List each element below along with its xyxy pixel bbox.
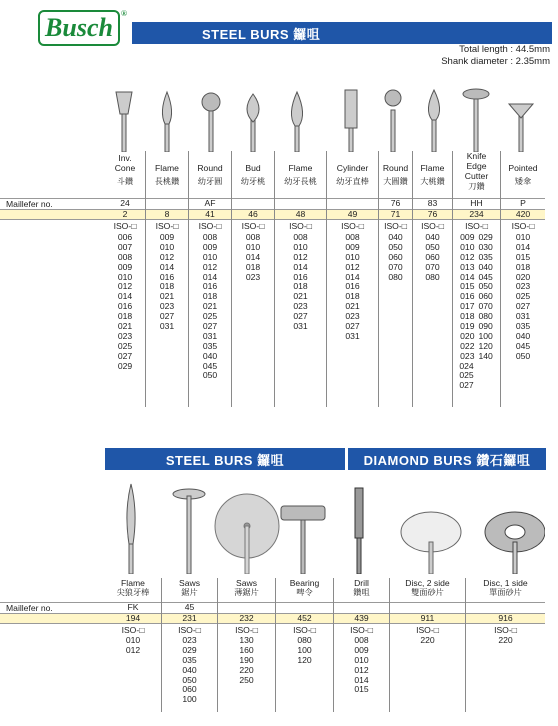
cell-text: 012 [125, 644, 141, 655]
cell-text: 008 [117, 251, 133, 262]
cell-text: Flame [121, 578, 145, 588]
cell-text: 009 [460, 232, 475, 242]
cell-text: ISO-□ [293, 625, 316, 635]
size-list [146, 232, 188, 331]
cell-text: 010 [125, 635, 141, 645]
col-inv-cone [105, 151, 145, 407]
cell-text: 029 [478, 232, 493, 242]
cell-text: Cylinder [336, 163, 369, 173]
cell-text: 023 [345, 311, 360, 322]
cell-text: 014 [202, 271, 218, 282]
cell-text: ISO-□ [121, 625, 145, 635]
cell-text: Disc, 1 side [483, 578, 528, 588]
cell-text: Flame [420, 163, 445, 173]
cell-text: 尖狼牙棒 [116, 588, 150, 598]
steel-burs-banner-2 [105, 448, 345, 470]
cell-text: 140 [478, 350, 493, 361]
size-list [379, 232, 412, 281]
cell-text: 83 [427, 198, 438, 208]
cell-text: 021 [159, 291, 175, 302]
col-round [188, 151, 231, 407]
cell-text: 130 [239, 635, 254, 645]
cell-text: 008 [345, 232, 360, 242]
cell-text: 018 [117, 311, 133, 322]
size-list [189, 232, 231, 380]
cell-text: 幼牙桃 [240, 177, 266, 187]
pointed-bur-icon [509, 104, 533, 152]
cell-text: 016 [345, 281, 360, 292]
cell-text: 060 [388, 251, 403, 262]
cell-text: 070 [478, 301, 493, 312]
cell-text: 大圓鑽 [383, 177, 408, 187]
cell-text: 長桃鑽 [154, 177, 180, 187]
cell-text: Flame [155, 163, 179, 173]
cell-text: 012 [159, 251, 175, 262]
cell-text: P [520, 198, 526, 208]
cell-text: 040 [202, 350, 218, 361]
cell-text: 220 [498, 635, 513, 645]
cell-text: 100 [182, 694, 197, 705]
cell-text: 大桃鑽 [420, 177, 445, 187]
section-title: STEEL BURS 鑼咀 [202, 26, 321, 42]
col-cylinder [326, 151, 378, 407]
cell-text: 030 [478, 241, 493, 252]
cell-text: 014 [460, 271, 475, 282]
cell-text: 020 [515, 271, 531, 282]
cell-text: 027 [159, 311, 175, 322]
cell-text: 41 [205, 209, 215, 219]
bur-images-row1 [105, 82, 545, 152]
cell-text: 090 [478, 321, 493, 332]
cell-text: 025 [459, 370, 474, 381]
total-length: Total length : 44.5mm [459, 44, 550, 55]
size-list [232, 232, 274, 281]
cell-text: 100 [478, 330, 493, 341]
cell-text: 420 [515, 209, 531, 219]
cell-text: 027 [293, 311, 308, 322]
cell-text: 009 [202, 241, 218, 252]
cell-text: 040 [478, 261, 493, 272]
cell-text: ISO-□ [350, 625, 373, 635]
cell-text: 023 [159, 301, 175, 312]
col-flame-large [412, 151, 452, 407]
cell-text: 010 [202, 251, 218, 262]
maillefer-label-2: Maillefer no. [6, 603, 53, 613]
cell-text: 025 [202, 311, 218, 322]
cell-text: 031 [345, 330, 360, 341]
cell-text: 100 [297, 644, 312, 655]
cell-text: Round [197, 163, 223, 173]
cell-text: 021 [345, 301, 360, 312]
cell-text: 2 [122, 209, 128, 219]
cell-text: 幼牙長桃 [284, 177, 317, 187]
cell-text: 45 [184, 602, 195, 612]
size-list [105, 232, 145, 370]
cell-text: 015 [515, 251, 531, 262]
cell-text: 007 [117, 241, 133, 252]
cell-text: 045 [515, 340, 531, 351]
col2-saws [161, 578, 217, 712]
cell-text: 014 [159, 261, 175, 272]
cell-text: 008 [293, 232, 308, 242]
cell-text: 010 [159, 241, 175, 252]
col-flame-fine [274, 151, 326, 407]
cell-text: 雙面砂片 [411, 588, 444, 598]
cell-text: 012 [354, 664, 369, 675]
cell-text: 120 [297, 654, 312, 665]
col-flame [145, 151, 188, 407]
cell-text: 014 [117, 291, 133, 302]
cell-text: 070 [388, 261, 403, 272]
cell-text: ISO-□ [198, 221, 222, 231]
cell-text: 008 [245, 232, 261, 242]
cell-text: Disc, 2 side [405, 578, 450, 588]
cell-text: 012 [202, 261, 218, 272]
cell-text: Knife [466, 151, 487, 161]
cell-text: 012 [117, 281, 133, 292]
cell-text: Edge [466, 161, 487, 172]
registered-mark: ® [121, 9, 127, 18]
cell-text: 021 [117, 321, 133, 332]
cell-text: DIAMOND BURS 鑽石鑼咀 [363, 452, 531, 468]
cell-text: Flame [288, 163, 313, 173]
col2-drill [333, 578, 389, 712]
cell-text: 060 [425, 251, 440, 262]
saw-icon [173, 489, 205, 574]
cell-text: 010 [345, 251, 360, 262]
table2 [105, 578, 545, 712]
cell-text: AF [204, 198, 216, 208]
cell-text: 幼牙圓 [197, 177, 223, 187]
cell-text: Saws [178, 578, 200, 588]
cell-text: 017 [460, 301, 475, 312]
cell-text: ISO-□ [421, 221, 444, 231]
cell-text: Cone [114, 163, 136, 174]
cell-text: 49 [347, 209, 358, 219]
cell-text: 080 [297, 635, 312, 645]
flame-large-bur-icon [428, 90, 439, 152]
cell-text: 矮傘 [514, 177, 532, 187]
cell-text: 031 [159, 321, 175, 332]
cell-text: 單面砂片 [489, 588, 522, 598]
cell-text: 024 [459, 360, 474, 371]
cell-text: 050 [478, 281, 493, 292]
cell-text: 76 [390, 198, 401, 208]
cell-text: 015 [354, 684, 369, 695]
cell-text: ISO-□ [235, 625, 258, 635]
cell-text: 025 [515, 291, 531, 302]
cell-text: 鋸片 [181, 588, 198, 598]
cell-text: ISO-□ [341, 221, 364, 231]
cell-text: 斗鑽 [116, 177, 134, 187]
cell-text: 031 [515, 311, 531, 322]
cell-text: ISO-□ [155, 221, 179, 231]
cell-text: 040 [182, 664, 197, 675]
col2-disc-two-side [389, 578, 465, 712]
cell-text: 016 [202, 281, 218, 292]
size-list [327, 232, 378, 341]
cell-text: 031 [293, 321, 308, 332]
cell-text: 016 [293, 271, 308, 282]
cell-text: 啤令 [296, 588, 313, 598]
cell-text: Bud [245, 163, 261, 173]
size-list [275, 232, 326, 331]
cell-text: 023 [182, 635, 197, 645]
cell-text: 010 [117, 271, 133, 282]
cell-text: 050 [425, 241, 440, 252]
cell-text: 幼牙直棒 [336, 177, 369, 187]
cell-text: 231 [182, 613, 197, 623]
cell-text: 045 [478, 271, 493, 282]
cell-text: 040 [425, 232, 440, 242]
size-list [501, 232, 545, 361]
logo-text: Busch [45, 13, 113, 42]
cell-text: FK [127, 602, 139, 612]
cell-text: 060 [182, 684, 197, 695]
cell-text: 040 [388, 232, 403, 242]
size-list [466, 635, 545, 645]
cell-text: 018 [245, 261, 261, 272]
cell-text: 24 [120, 198, 130, 208]
cell-text: 027 [117, 350, 133, 361]
flame-fine-bur-icon [291, 92, 302, 152]
cell-text: 027 [515, 301, 531, 312]
cell-text: 015 [460, 281, 475, 292]
cell-text: 031 [202, 330, 218, 341]
cell-text: 016 [117, 301, 133, 312]
cell-text: 023 [117, 330, 133, 341]
size-list [334, 635, 389, 694]
cell-text: 194 [125, 613, 141, 623]
shank-diameter: Shank diameter : 2.35mm [441, 56, 550, 67]
size-list [218, 635, 275, 684]
cell-text: 023 [515, 281, 531, 292]
cell-text: 014 [293, 261, 308, 272]
bud-bur-icon [247, 94, 259, 152]
cell-text: Saws [235, 578, 257, 588]
cell-text: 48 [295, 209, 306, 219]
diamond-burs-banner [348, 448, 546, 470]
cell-text: 009 [345, 241, 360, 252]
cell-text: 220 [420, 635, 435, 645]
size-list [276, 635, 333, 665]
cell-text: 014 [245, 251, 261, 262]
col-pointed [500, 151, 545, 407]
flame-bur-icon [162, 92, 171, 152]
round-large-bur-icon [385, 90, 401, 152]
cell-text: 040 [515, 330, 531, 341]
cell-text: 012 [460, 251, 475, 262]
cell-text: 027 [459, 380, 474, 391]
cell-text: ISO-□ [494, 625, 517, 635]
cell-text: Inv. [118, 153, 132, 163]
cell-text: 018 [515, 261, 531, 272]
drill-icon [355, 488, 363, 574]
cell-text: 220 [239, 664, 254, 675]
busch-logo [38, 9, 127, 46]
col-knife-edge-cutter [452, 151, 500, 407]
cell-text: 76 [427, 209, 438, 219]
bearing-icon [281, 506, 325, 574]
cell-text: 021 [293, 291, 308, 302]
cell-text: 023 [245, 271, 261, 282]
cell-text: STEEL BURS 鑼咀 [165, 452, 285, 468]
cell-text: 010 [515, 232, 531, 242]
cell-text: 009 [117, 261, 133, 272]
cell-text: 018 [345, 291, 360, 302]
cell-text: 008 [354, 635, 369, 645]
thin-saw-icon [215, 494, 279, 574]
cell-text: ISO-□ [178, 625, 201, 635]
cell-text: 020 [460, 330, 475, 341]
specs [441, 44, 550, 68]
cell-text: 018 [202, 291, 218, 302]
disc-one-side-icon [485, 512, 545, 574]
cell-text: 120 [478, 340, 493, 351]
cell-text: 035 [202, 340, 218, 351]
cell-text: ISO-□ [289, 221, 312, 231]
inv-cone-bur-icon [116, 92, 132, 152]
cell-text: 71 [390, 209, 401, 219]
cell-text: 190 [239, 654, 254, 665]
col2-disc-one-side [465, 578, 545, 712]
size-list [390, 635, 465, 645]
flame-bur-long-icon [127, 484, 135, 574]
size-list [105, 635, 161, 655]
cell-text: 013 [460, 261, 475, 272]
cell-text: 027 [202, 321, 218, 332]
cell-text: 010 [245, 241, 261, 252]
cell-text: 010 [354, 654, 369, 665]
cell-text: 010 [293, 241, 308, 252]
cell-text: ISO-□ [511, 221, 535, 231]
cell-text: 8 [164, 209, 170, 219]
cell-text: 025 [117, 340, 133, 351]
cell-text: 029 [182, 644, 197, 655]
cell-text: 050 [515, 350, 531, 361]
cell-text: ISO-□ [384, 221, 407, 231]
cell-text: 234 [469, 209, 484, 219]
cell-text: Round [382, 163, 409, 173]
cell-text: ISO-□ [113, 221, 137, 231]
col2-bearing [275, 578, 333, 712]
cell-text: 016 [159, 271, 175, 282]
cell-text: ISO-□ [241, 221, 265, 231]
cell-text: 009 [159, 232, 175, 242]
col-round-large [378, 151, 412, 407]
cell-text: 060 [478, 291, 493, 302]
cell-text: 452 [297, 613, 312, 623]
cell-text: 009 [354, 644, 369, 655]
cell-text: 008 [202, 232, 218, 242]
cell-text: 019 [460, 321, 475, 332]
cell-text: 050 [182, 674, 197, 685]
cell-text: 027 [345, 321, 360, 332]
cell-text: 018 [460, 311, 475, 322]
cell-text: 439 [354, 613, 369, 623]
cell-text: ISO-□ [465, 221, 488, 231]
cell-text: Bearing [289, 578, 320, 588]
size-list [413, 232, 452, 281]
cell-text: 250 [239, 674, 254, 685]
round-bur-icon [202, 93, 220, 152]
steel-burs-banner [132, 22, 552, 44]
cell-text: 012 [293, 251, 308, 262]
cell-text: 916 [498, 613, 513, 623]
cell-text: 014 [515, 241, 531, 252]
cell-text: 035 [515, 321, 531, 332]
cell-text: Pointed [508, 163, 538, 173]
col2-flame [105, 578, 161, 712]
cell-text: 080 [388, 271, 403, 282]
col-bud [231, 151, 274, 407]
cell-text: 023 [293, 301, 308, 312]
cell-text: 022 [460, 340, 475, 351]
size-list [453, 232, 500, 390]
cell-text: 006 [117, 232, 133, 242]
cell-text: 016 [460, 291, 475, 302]
cell-text: 035 [478, 251, 493, 262]
cell-text: 012 [345, 261, 360, 272]
table1 [105, 151, 545, 407]
cell-text: ISO-□ [416, 625, 439, 635]
disc-two-side-icon [401, 512, 461, 574]
cell-text: 035 [182, 654, 197, 665]
cell-text: HH [470, 198, 483, 208]
cell-text: 刀鑽 [468, 181, 485, 191]
cell-text: 029 [117, 360, 133, 371]
cell-text: 021 [202, 301, 218, 312]
cell-text: 014 [345, 271, 360, 282]
cell-text: 160 [239, 644, 254, 655]
cell-text: 050 [388, 241, 403, 252]
cell-text: Drill [354, 578, 369, 588]
cell-text: 018 [159, 281, 175, 292]
knife-edge-cutter-icon [463, 89, 489, 152]
maillefer-label: Maillefer no. [6, 199, 53, 209]
cell-text: 232 [239, 613, 254, 623]
cell-text: 911 [420, 613, 435, 623]
cell-text: 080 [425, 271, 440, 282]
cylinder-bur-icon [345, 90, 357, 152]
cell-text: 014 [354, 674, 369, 685]
cell-text: 050 [202, 370, 218, 381]
cell-text: Cutter [464, 171, 489, 182]
bur-images-row2 [105, 482, 545, 574]
cell-text: 018 [293, 281, 308, 292]
col2-thin-saws [217, 578, 275, 712]
cell-text: 023 [460, 350, 475, 361]
cell-text: 010 [460, 241, 475, 252]
size-list [162, 635, 217, 704]
cell-text: 070 [425, 261, 440, 272]
cell-text: 46 [248, 209, 258, 219]
cell-text: 080 [478, 311, 493, 322]
cell-text: 鑽咀 [353, 588, 370, 598]
cell-text: 薄鋸片 [234, 588, 259, 598]
cell-text: 045 [202, 360, 218, 371]
